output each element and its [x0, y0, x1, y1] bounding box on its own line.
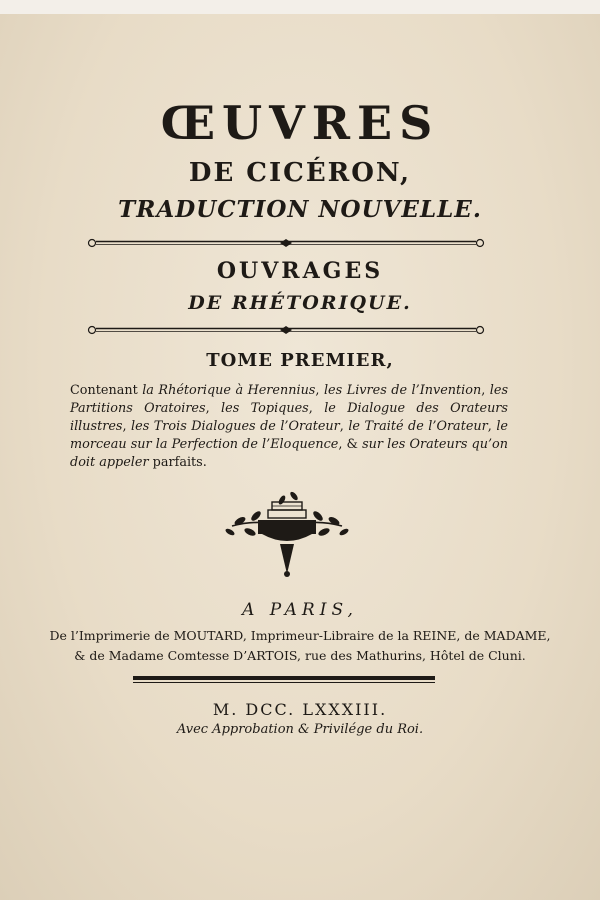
publication-year: M. DCC. LXXXIII.	[212, 700, 388, 719]
book-wreath-fleuron-icon	[222, 488, 352, 580]
thin-rule	[133, 682, 435, 683]
contents-segment: la Rhétorique à Herennius	[142, 383, 316, 398]
imprint-printer-line: De l’Imprimerie de MOUTARD, Imprimeur-Libraire de la REINE, de MADAME,	[49, 628, 551, 643]
imprint-city: A PARIS,	[242, 600, 358, 620]
section-subtitle: DE RHÉTORIQUE.	[188, 292, 412, 314]
contents-segment: le morceau sur la Perfection de l’Eloquence	[70, 419, 508, 452]
thick-rule	[133, 676, 435, 680]
subtitle-line: TRADUCTION NOUVELLE.	[118, 196, 482, 223]
section-title: OUVRAGES	[216, 258, 384, 284]
contents-segment: Contenant	[70, 383, 143, 398]
contents-segment: ,	[487, 419, 497, 434]
contents-segment: le Traité de l’Orateur	[348, 419, 488, 434]
page-edge	[0, 0, 600, 14]
volume-label: TOME PREMIER,	[206, 350, 394, 371]
main-title: ŒUVRES	[160, 96, 440, 150]
contents-segment: , &	[338, 437, 363, 452]
ornamental-rule-top	[86, 238, 486, 248]
contents-segment: les Topiques	[221, 401, 309, 416]
author-line: DE CICÉRON,	[188, 158, 412, 188]
contents-segment: ,	[481, 383, 490, 398]
contents-segment: ,	[308, 401, 325, 416]
contents-segment: les Trois Dialogues de l’Orateur	[131, 419, 340, 434]
contents-segment: les Livres de l’Invention	[323, 383, 482, 398]
approbation-line: Avec Approbation & Privilége du Roi.	[176, 722, 424, 737]
contents-segment: sur les Orateurs qu’on doit appeler	[70, 437, 508, 470]
imprint-address-line: & de Madame Comtesse D’ARTOIS, rue des Mathurins, Hôtel de Cluni.	[74, 648, 526, 663]
volume-contents	[70, 382, 508, 472]
contents-segment: parfaits.	[148, 455, 207, 470]
contents-segment: ,	[339, 419, 349, 434]
contents-segment: les Partitions Oratoires	[70, 383, 509, 416]
contents-segment: ,	[122, 419, 132, 434]
contents-segment: ,	[205, 401, 222, 416]
contents-segment: le Dialogue des Orateurs illustres	[70, 401, 508, 434]
contents-segment: ,	[315, 383, 324, 398]
ornamental-rule-bottom	[86, 325, 486, 335]
